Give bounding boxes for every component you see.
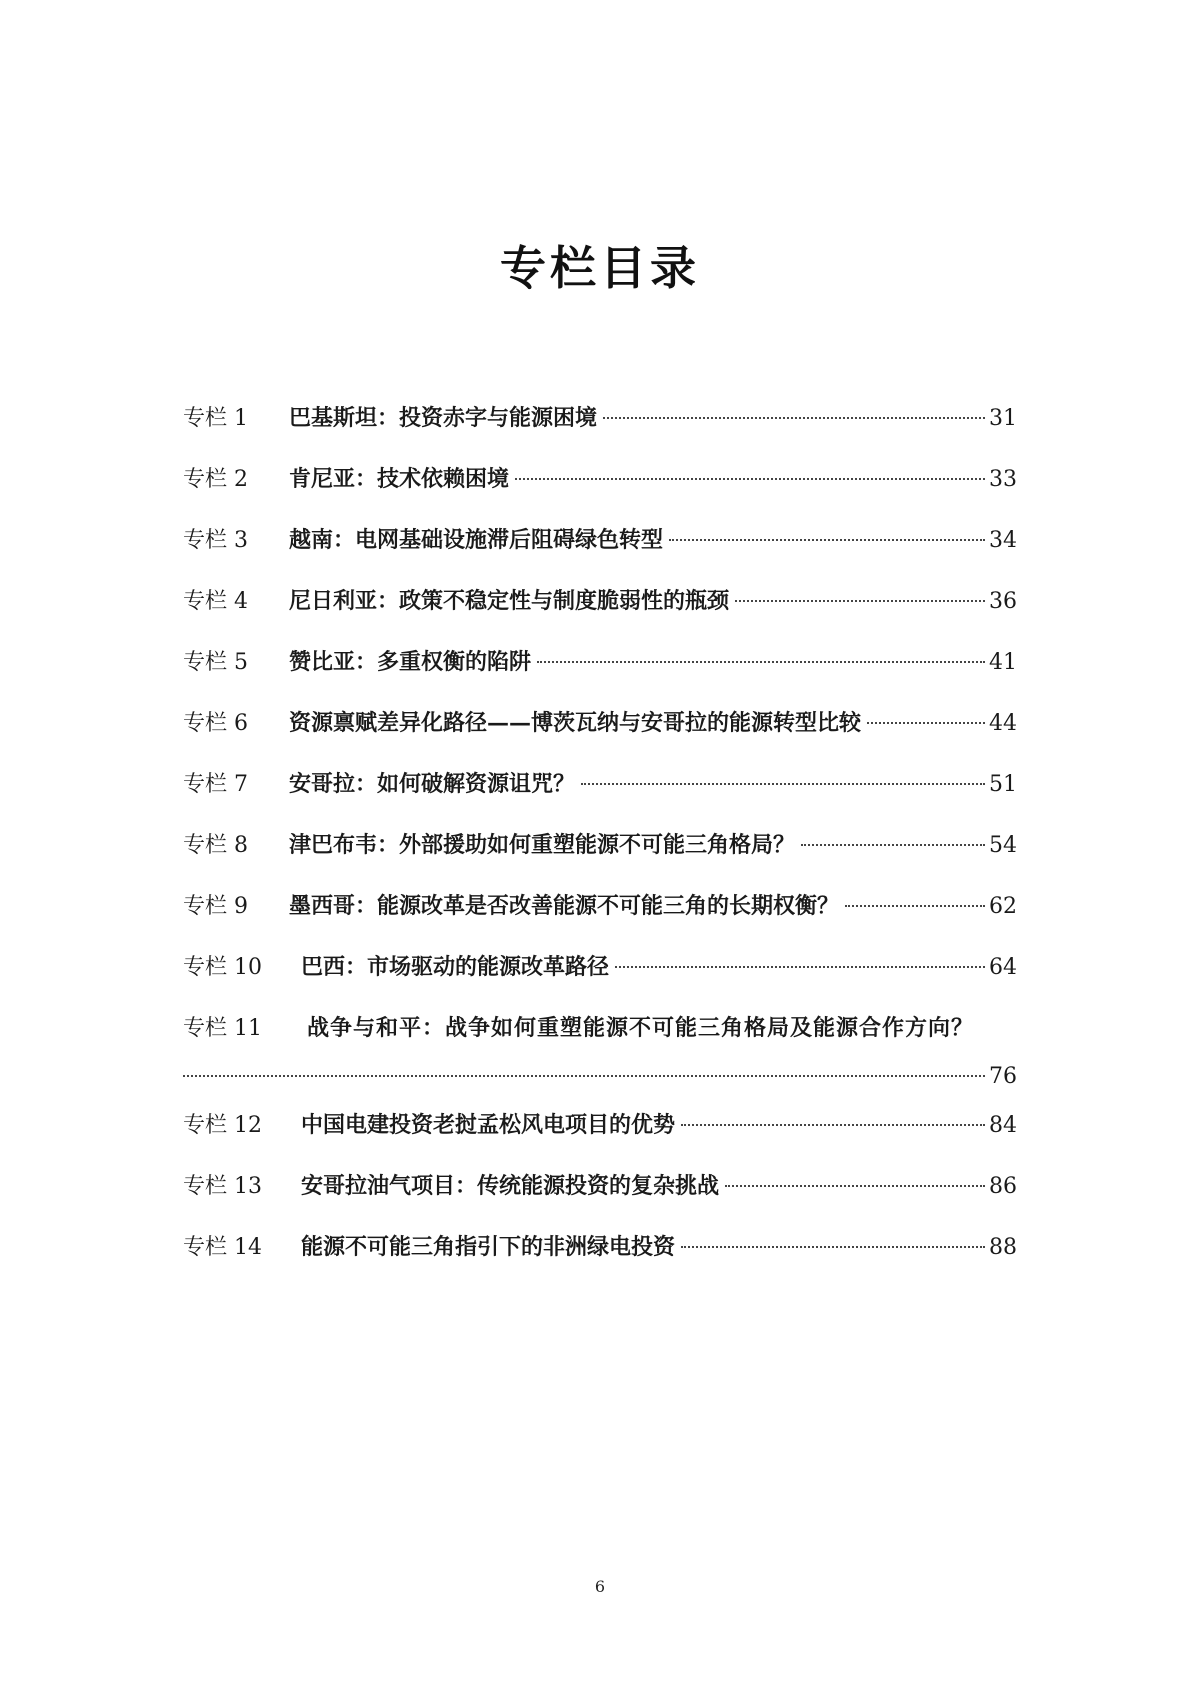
toc-entry[interactable] (183, 581, 1017, 621)
toc-entry-page: 34 (989, 528, 1017, 553)
toc-entry-title: 战争与和平：战争如何重塑能源不可能三角格局及能源合作方向？ (307, 1015, 975, 1041)
toc-entry-title: 肯尼亚：技术依赖困境 (289, 466, 510, 492)
toc-entry[interactable] (183, 520, 1017, 560)
dot-leader (845, 905, 985, 907)
toc-entry[interactable] (183, 459, 1017, 499)
toc-entry-page: 88 (989, 1235, 1017, 1260)
toc-entry-label: 专栏 7 (183, 772, 248, 797)
toc-entry-label: 专栏 11 (183, 1016, 262, 1041)
page-title: 专栏目录 (500, 241, 700, 295)
toc-entry-title: 中国电建投资老挝孟松风电项目的优势 (301, 1112, 676, 1138)
dot-leader (725, 1185, 985, 1187)
toc-entry-label: 专栏 14 (183, 1235, 262, 1260)
toc-entry-page: 33 (989, 467, 1017, 492)
toc-entry[interactable] (183, 825, 1017, 865)
dot-leader (537, 661, 985, 663)
toc-entry-title: 安哥拉：如何破解资源诅咒？ (289, 771, 576, 797)
dot-leader (867, 722, 985, 724)
toc-entry-title: 津巴布韦：外部援助如何重塑能源不可能三角格局？ (289, 832, 796, 858)
dot-leader (183, 1075, 985, 1077)
toc-entry-title: 能源不可能三角指引下的非洲绿电投资 (301, 1234, 676, 1260)
toc-entry-title: 越南：电网基础设施滞后阻碍绿色转型 (289, 527, 664, 553)
toc-entry-title: 赞比亚：多重权衡的陷阱 (289, 649, 532, 675)
toc-entry-title: 巴西：市场驱动的能源改革路径 (301, 954, 610, 980)
toc-entry-title: 巴基斯坦：投资赤字与能源困境 (289, 405, 598, 431)
toc-entry-page: 76 (989, 1064, 1017, 1089)
dot-leader (669, 539, 985, 541)
toc-entry-label: 专栏 2 (183, 467, 248, 492)
toc-entry-title: 安哥拉油气项目：传统能源投资的复杂挑战 (301, 1173, 720, 1199)
toc-entry[interactable] (183, 764, 1017, 804)
toc-entry[interactable] (183, 642, 1017, 682)
dot-leader (681, 1124, 985, 1126)
toc-entry-label: 专栏 3 (183, 528, 248, 553)
toc-entry-page: 44 (989, 711, 1017, 736)
toc-entry-page: 62 (989, 894, 1017, 919)
toc-entry-page: 41 (989, 650, 1017, 675)
toc-entry-label: 专栏 8 (183, 833, 248, 858)
toc-entry[interactable] (183, 1105, 1017, 1145)
toc-entry-title: 尼日利亚：政策不稳定性与制度脆弱性的瓶颈 (289, 588, 730, 614)
toc-entry-title: 资源禀赋差异化路径——博茨瓦纳与安哥拉的能源转型比较 (289, 710, 862, 736)
toc-entry-label: 专栏 4 (183, 589, 248, 614)
toc-entry-page: 31 (989, 406, 1017, 431)
toc-entry[interactable] (183, 947, 1017, 987)
toc-entry-page: 84 (989, 1113, 1017, 1138)
toc-entry-label: 专栏 12 (183, 1113, 262, 1138)
toc-entry-page: 86 (989, 1174, 1017, 1199)
toc-entry-label: 专栏 5 (183, 650, 248, 675)
toc-entry[interactable] (183, 1008, 1017, 1048)
toc-entry-page: 36 (989, 589, 1017, 614)
dot-leader (515, 478, 985, 480)
toc-entry-label: 专栏 9 (183, 894, 248, 919)
dot-leader (603, 417, 985, 419)
dot-leader (581, 783, 985, 785)
toc-entry-label: 专栏 10 (183, 955, 262, 980)
toc-entry-label: 专栏 1 (183, 406, 248, 431)
toc-entry[interactable] (183, 703, 1017, 743)
toc-entry-continuation[interactable] (183, 1057, 1017, 1097)
toc-entry-title: 墨西哥：能源改革是否改善能源不可能三角的长期权衡？ (289, 893, 840, 919)
toc-entry-label: 专栏 6 (183, 711, 248, 736)
dot-leader (681, 1246, 985, 1248)
dot-leader (735, 600, 985, 602)
page-number: 6 (594, 1577, 606, 1596)
dot-leader (801, 844, 985, 846)
toc-entry-page: 54 (989, 833, 1017, 858)
toc-entry-page: 51 (989, 772, 1017, 797)
toc-entry[interactable] (183, 1166, 1017, 1206)
toc-entry-page: 64 (989, 955, 1017, 980)
dot-leader (615, 966, 985, 968)
toc-entry[interactable] (183, 398, 1017, 438)
toc-entry[interactable] (183, 886, 1017, 926)
toc-entry[interactable] (183, 1227, 1017, 1267)
toc-entry-label: 专栏 13 (183, 1174, 262, 1199)
